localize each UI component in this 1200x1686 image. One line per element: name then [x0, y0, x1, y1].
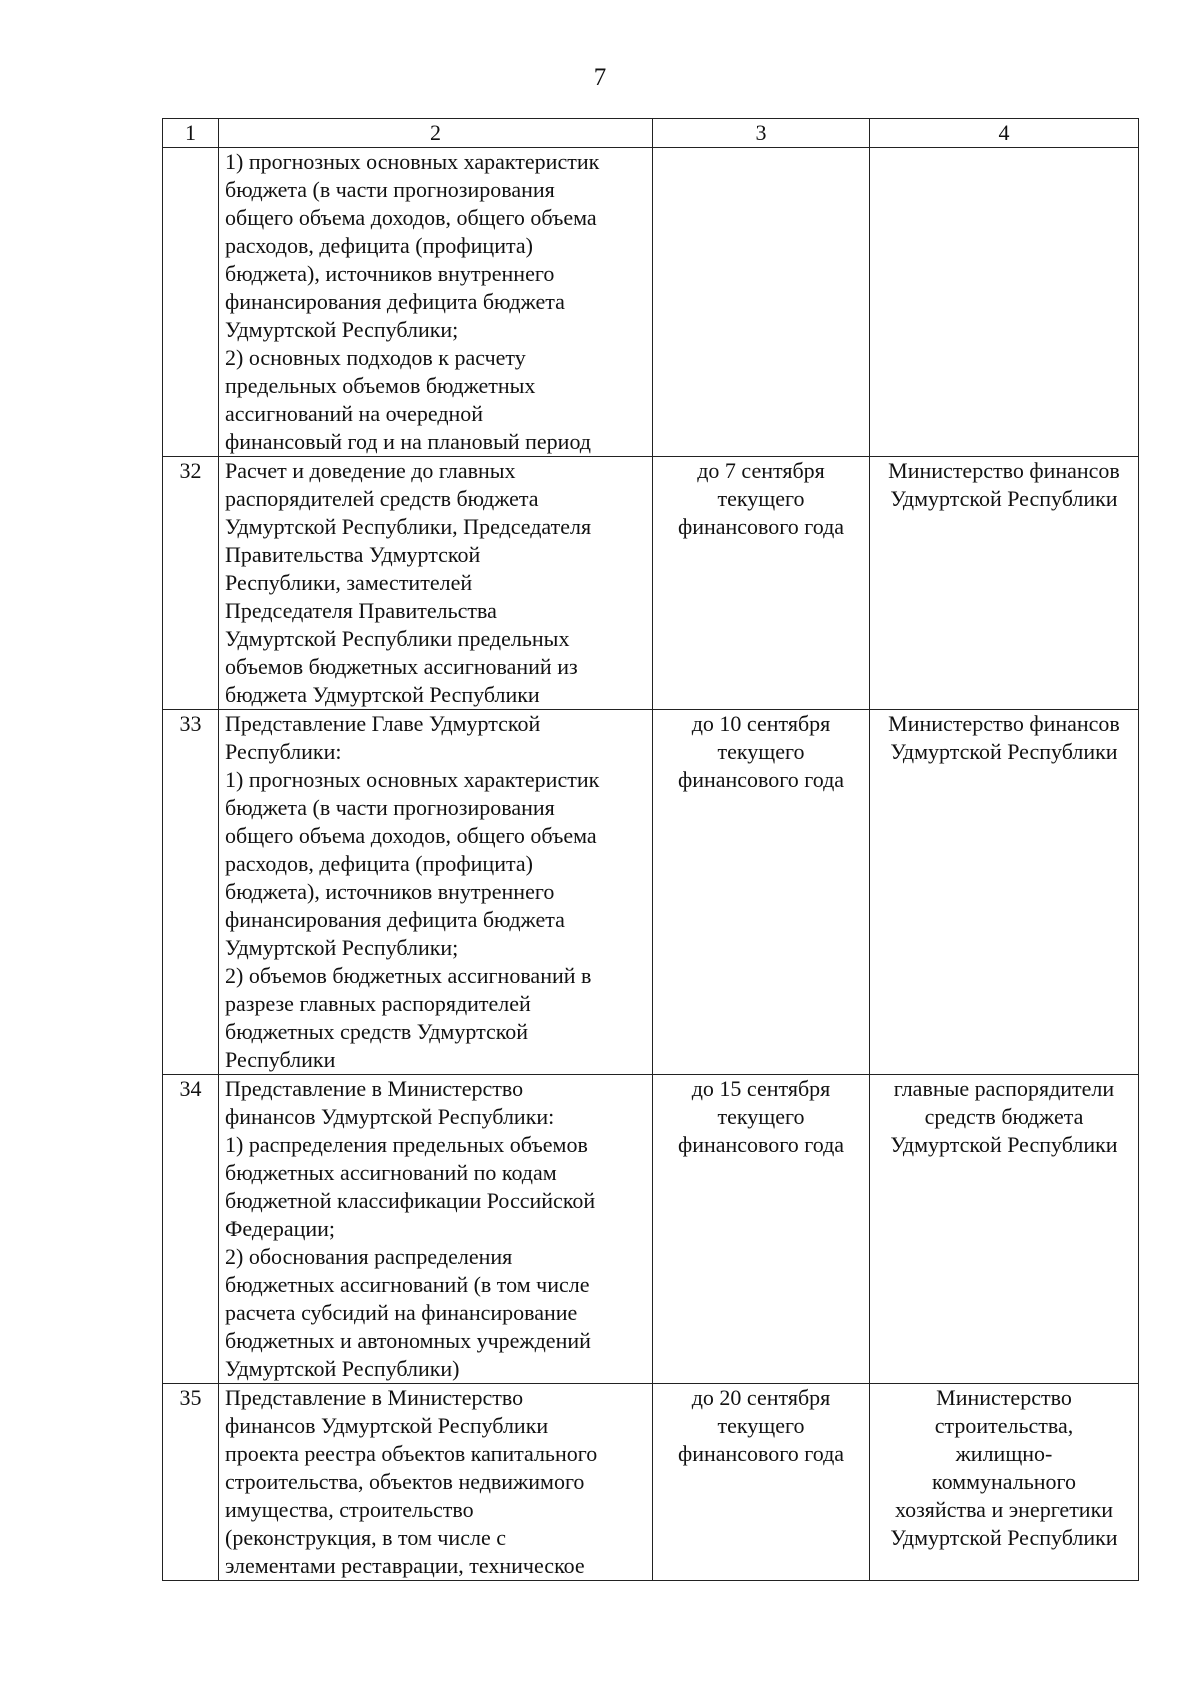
row-description [219, 1384, 653, 1581]
text-line: бюджетных ассигнований по кодам [225, 1160, 557, 1185]
text-line: Председателя Правительства [225, 598, 497, 623]
text-line: Республики [225, 1047, 336, 1072]
text-line: объемов бюджетных ассигнований из [225, 654, 578, 679]
text-line: финансового года [677, 1132, 845, 1157]
text-line: текущего [717, 1104, 805, 1129]
text-line: расчета субсидий на финансирование [225, 1300, 578, 1325]
text-line: Расчет и доведение до главных [225, 458, 516, 483]
text-line: Республики, заместителей [225, 570, 473, 595]
text-line: Удмуртской Республики [890, 1525, 1118, 1550]
text-line: бюджета), источников внутреннего [225, 261, 555, 286]
column-header: 3 [653, 119, 870, 148]
row-number [163, 148, 219, 457]
text-line: Удмуртской Республики [890, 486, 1118, 511]
table-row [163, 710, 1139, 1075]
text-line: строительства, [934, 1413, 1074, 1438]
text-line: до 20 сентября [691, 1385, 831, 1410]
text-line: разрезе главных распорядителей [225, 991, 531, 1016]
text-line: 2) основных подходов к расчету [225, 345, 526, 370]
text-line: имущества, строительство [225, 1497, 474, 1522]
text-line: финансового года [677, 767, 845, 792]
column-header: 4 [870, 119, 1139, 148]
row-number: 34 [163, 1075, 219, 1384]
text-line: бюджета), источников внутреннего [225, 879, 555, 904]
table-row [163, 148, 1139, 457]
text-line: общего объема доходов, общего объема [225, 823, 597, 848]
text-line: текущего [717, 739, 805, 764]
row-description [219, 457, 653, 710]
text-line: главные распорядители [893, 1076, 1115, 1101]
text-line: коммунального [932, 1469, 1076, 1494]
text-line: 2) объемов бюджетных ассигнований в [225, 963, 592, 988]
text-line: Удмуртской Республики) [225, 1356, 460, 1381]
text-line: финансов Удмуртской Республики [225, 1413, 549, 1438]
text-line: финансового года [677, 514, 845, 539]
text-line: бюджета (в части прогнозирования [225, 795, 555, 820]
row-number: 32 [163, 457, 219, 710]
text-line: предельных объемов бюджетных [225, 373, 536, 398]
text-line: 1) прогнозных основных характеристик [225, 767, 600, 792]
text-line: Министерство финансов [888, 711, 1120, 736]
text-line: расходов, дефицита (профицита) [225, 233, 533, 258]
text-line: Министерство [936, 1385, 1072, 1410]
text-line: Удмуртской Республики предельных [225, 626, 570, 651]
text-line: (реконструкция, в том числе с [225, 1525, 506, 1550]
text-line: хозяйства и энергетики [894, 1497, 1114, 1522]
text-line: Республики: [225, 739, 342, 764]
text-line: финансирования дефицита бюджета [225, 907, 565, 932]
text-line: Удмуртской Республики; [225, 317, 459, 342]
text-line: до 10 сентября [691, 711, 831, 736]
text-line: бюджетных ассигнований (в том числе [225, 1272, 590, 1297]
text-line: бюджета (в части прогнозирования [225, 177, 555, 202]
text-line: расходов, дефицита (профицита) [225, 851, 533, 876]
row-description [219, 1075, 653, 1384]
text-line: Удмуртской Республики [890, 1132, 1118, 1157]
row-responsible [870, 710, 1139, 1075]
text-line: Удмуртской Республики, Председателя [225, 514, 592, 539]
text-line: текущего [717, 486, 805, 511]
row-responsible [870, 1075, 1139, 1384]
row-deadline [653, 1075, 870, 1384]
table-header-row [163, 119, 1139, 148]
row-description [219, 710, 653, 1075]
text-line: финансового года [677, 1441, 845, 1466]
table-body [163, 148, 1139, 1581]
page-number: 7 [593, 64, 607, 91]
text-line: Представление в Министерство [225, 1076, 524, 1101]
row-responsible [870, 148, 1139, 457]
text-line: финансов Удмуртской Республики: [225, 1104, 555, 1129]
row-responsible [870, 1384, 1139, 1581]
row-number: 33 [163, 710, 219, 1075]
text-line: финансовый год и на плановый период [225, 429, 591, 454]
row-number: 35 [163, 1384, 219, 1581]
text-line: распорядителей средств бюджета [225, 486, 539, 511]
row-deadline [653, 457, 870, 710]
table-row [163, 1075, 1139, 1384]
text-line: текущего [717, 1413, 805, 1438]
text-line: Федерации; [225, 1216, 336, 1241]
text-line: Правительства Удмуртской [225, 542, 481, 567]
text-line: Представление Главе Удмуртской [225, 711, 541, 736]
text-line: 1) прогнозных основных характеристик [225, 149, 600, 174]
row-deadline [653, 710, 870, 1075]
text-line: бюджетной классификации Российской [225, 1188, 596, 1213]
table-row [163, 1384, 1139, 1581]
table-row [163, 457, 1139, 710]
text-line: общего объема доходов, общего объема [225, 205, 597, 230]
row-deadline [653, 1384, 870, 1581]
text-line: средств бюджета [924, 1104, 1084, 1129]
text-line: 1) распределения предельных объемов [225, 1132, 588, 1157]
text-line: 2) обоснования распределения [225, 1244, 513, 1269]
text-line: Удмуртской Республики; [225, 935, 459, 960]
text-line: проекта реестра объектов капитального [225, 1441, 598, 1466]
text-line: жилищно- [955, 1441, 1053, 1466]
column-header: 1 [163, 119, 219, 148]
text-line: Удмуртской Республики [890, 739, 1118, 764]
text-line: финансирования дефицита бюджета [225, 289, 565, 314]
row-description [219, 148, 653, 457]
row-responsible [870, 457, 1139, 710]
text-line: бюджета Удмуртской Республики [225, 682, 540, 707]
text-line: ассигнований на очередной [225, 401, 484, 426]
column-header: 2 [219, 119, 653, 148]
schedule-table [162, 118, 1139, 1581]
text-line: элементами реставрации, техническое [225, 1553, 585, 1578]
row-deadline [653, 148, 870, 457]
text-line: до 15 сентября [691, 1076, 831, 1101]
text-line: бюджетных средств Удмуртской [225, 1019, 529, 1044]
text-line: Представление в Министерство [225, 1385, 524, 1410]
text-line: Министерство финансов [888, 458, 1120, 483]
text-line: бюджетных и автономных учреждений [225, 1328, 591, 1353]
text-line: до 7 сентября [697, 458, 825, 483]
text-line: строительства, объектов недвижимого [225, 1469, 585, 1494]
